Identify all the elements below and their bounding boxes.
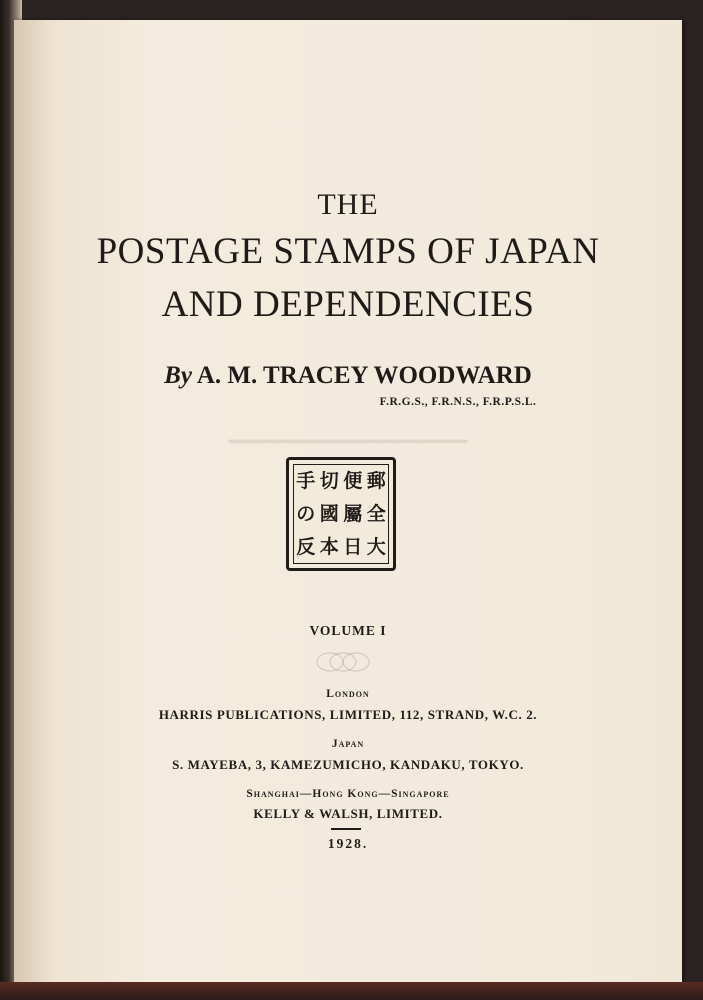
japan-label: Japan xyxy=(331,738,365,750)
publication-year: 1928. xyxy=(327,836,369,851)
seal-character: 反 xyxy=(296,536,316,558)
asia-publisher: KELLY & WALSH, LIMITED. xyxy=(253,806,443,821)
title-line-1: POSTAGE STAMPS OF JAPAN xyxy=(96,231,600,272)
seal-character: 全 xyxy=(366,503,386,525)
asia-label: Shanghai—Hong Kong—Singapore xyxy=(246,788,450,800)
author-name: A. M. TRACEY WOODWARD xyxy=(196,362,532,389)
seal-character: 郵 xyxy=(366,470,386,492)
japan-publisher: S. MAYEBA, 3, KAMEZUMICHO, KANDAKU, TOKYO. xyxy=(172,757,524,772)
author-line xyxy=(14,362,682,390)
london-label: London xyxy=(326,688,370,700)
seal-character: 屬 xyxy=(343,503,363,525)
seal-character: 國 xyxy=(319,503,339,525)
seal-character: 便 xyxy=(343,470,363,492)
title-page xyxy=(14,20,682,982)
seal-character: 切 xyxy=(319,470,339,492)
title-the: THE xyxy=(317,188,379,221)
seal-character: 手 xyxy=(296,470,316,492)
seal-character: 日 xyxy=(343,536,363,558)
book-bottom-edge xyxy=(0,982,703,1000)
seal-character: の xyxy=(296,503,316,525)
london-publisher: HARRIS PUBLICATIONS, LIMITED, 112, STRAND, W.C. 2. xyxy=(158,707,538,722)
author-credentials: F.R.G.S., F.R.N.S., F.R.P.S.L. xyxy=(379,396,537,408)
show-through-text: ━━━━━━━━━━━━━━━━━━ xyxy=(228,430,468,455)
volume-label: VOLUME I xyxy=(309,623,387,638)
author-by: By xyxy=(164,362,192,389)
seal-character: 大 xyxy=(366,536,386,558)
seal-grid xyxy=(293,464,389,564)
divider-rule xyxy=(331,828,361,830)
japanese-seal-stamp xyxy=(286,457,396,571)
seal-character: 本 xyxy=(319,536,339,558)
title-line-2: AND DEPENDENCIES xyxy=(161,284,535,325)
chain-ornament-icon xyxy=(313,650,373,674)
